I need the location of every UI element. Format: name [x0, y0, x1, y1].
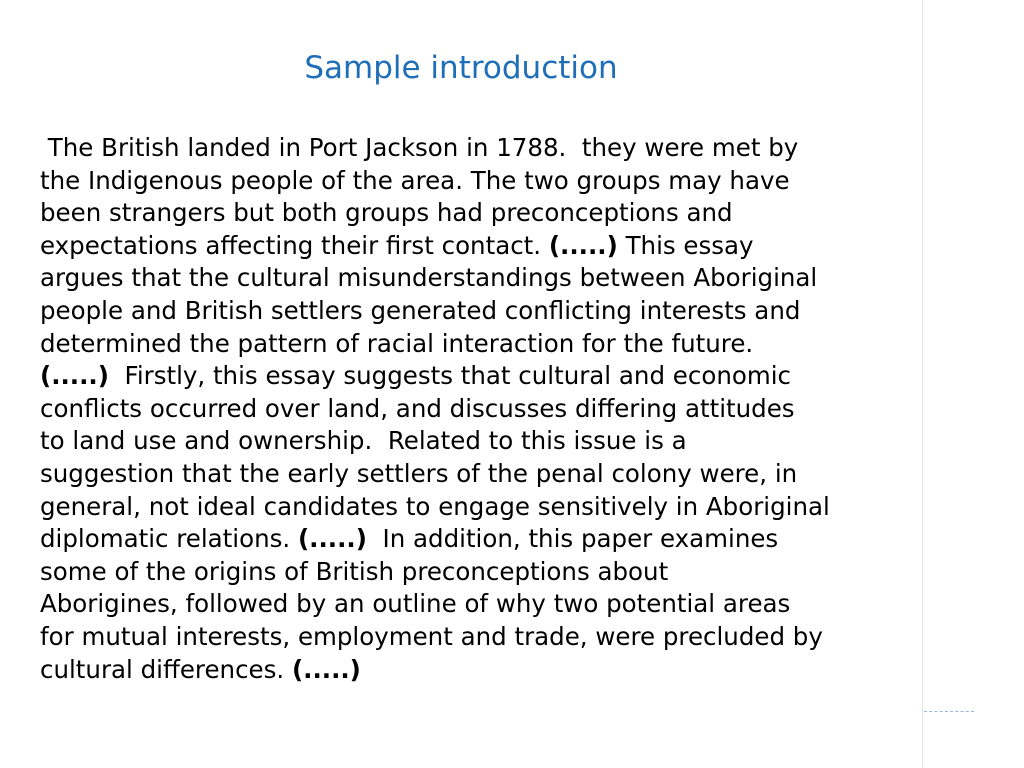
paragraph-line: [40, 621, 920, 654]
line-text: some of the origins of British preconceptions about: [40, 556, 669, 586]
line-text: argues that the cultural misunderstandings between Aboriginal: [40, 263, 818, 293]
line-text: In addition, this paper examines: [366, 524, 779, 554]
line-text: been strangers but both groups had preconceptions and: [40, 198, 733, 228]
line-text: diplomatic relations.: [40, 524, 298, 554]
line-text: Firstly, this essay suggests that cultural and economic: [108, 361, 791, 391]
paragraph-line: [40, 654, 920, 687]
slide-edge-divider: [922, 0, 923, 768]
slide-title: Sample introduction: [304, 50, 618, 86]
line-text: expectations affecting their first contact.: [40, 230, 549, 260]
paragraph-line: [40, 328, 920, 361]
paragraph-line: [40, 262, 920, 295]
line-text: The British landed in Port Jackson in 1788. they were met by: [40, 133, 799, 162]
line-text: people and British settlers generated conflicting interests and: [40, 295, 801, 325]
line-text: to land use and ownership. Related to this issue is a: [40, 426, 687, 456]
paragraph-line: [40, 523, 920, 556]
paragraph-line: [40, 556, 920, 589]
paragraph-line: [40, 588, 920, 621]
line-text: suggestion that the early settlers of the penal colony were, in: [40, 458, 798, 488]
paragraph-line: [40, 165, 920, 198]
dashed-separator: [924, 711, 974, 712]
citation-placeholder: (.....): [548, 230, 618, 260]
line-text: This essay: [617, 230, 754, 260]
line-text: for mutual interests, employment and trade, were precluded by: [40, 621, 823, 651]
line-text: determined the pattern of racial interaction for the future.: [40, 328, 754, 358]
paragraph-line: [40, 295, 920, 328]
line-text: Aborigines, followed by an outline of why two potential areas: [40, 589, 791, 619]
citation-placeholder: (.....): [40, 361, 109, 391]
paragraph-line: [40, 197, 920, 230]
line-text: the Indigenous people of the area. The two groups may have: [40, 165, 790, 195]
paragraph-line: [40, 425, 920, 458]
intro-paragraph: [40, 132, 920, 686]
citation-placeholder: (.....): [291, 654, 361, 684]
paragraph-line: [40, 360, 920, 393]
paragraph-line: [40, 458, 920, 491]
line-text: general, not ideal candidates to engage sensitively in Aboriginal: [40, 491, 830, 521]
line-text: cultural differences.: [40, 654, 292, 684]
paragraph-line: [40, 491, 920, 524]
citation-placeholder: (.....): [297, 524, 367, 554]
paragraph-line: [40, 393, 920, 426]
paragraph-line: [40, 132, 920, 165]
line-text: conflicts occurred over land, and discusses differing attitudes: [40, 393, 795, 423]
paragraph-line: [40, 230, 920, 263]
